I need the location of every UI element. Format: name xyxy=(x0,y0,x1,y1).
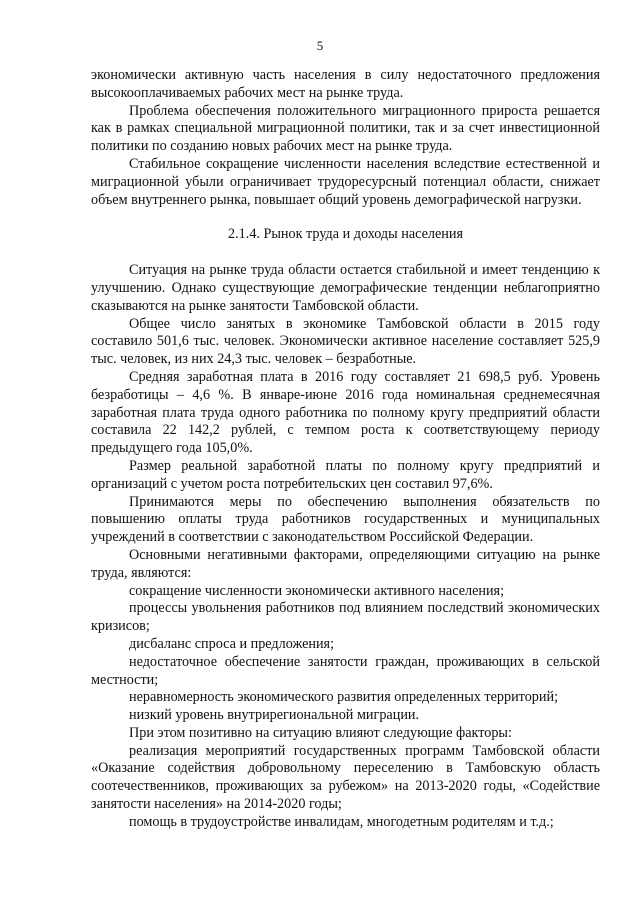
document-body xyxy=(91,67,600,832)
list-item-positive-factor: помощь в трудоустройстве инвалидам, многодетным родителям и т.д.; xyxy=(129,813,554,830)
paragraph-average-wage: Средняя заработная плата в 2016 году составляет 21 698,5 руб. Уровень безработицы – 4,6 %. В январе-июне 2016 года номинальная среднемесячная заработная плата труда одного работника по полному кругу предприятий области составила 22 142,2 рублей, с темпом роста к соответствующему периоду предыдущего года 105,0%. xyxy=(91,368,600,457)
section-heading: 2.1.4. Рынок труда и доходы населения xyxy=(228,226,463,243)
paragraph-migration-policy: Проблема обеспечения положительного миграционного прироста решается как в рамках специальной миграционной политики, так и за счет инвестиционной политики по созданию новых рабочих мест на рынке труда. xyxy=(91,102,600,155)
paragraph-positive-factors-intro: При этом позитивно на ситуацию влияют следующие факторы: xyxy=(129,724,512,741)
paragraph-labor-market-situation: Ситуация на рынке труда области остается стабильной и имеет тенденцию к улучшению. Однако существующие демографические тенденции неблагоприятно сказываются на рынке занятости Тамбовской области. xyxy=(91,262,600,314)
list-item-negative-factor: дисбаланс спроса и предложения; xyxy=(129,635,335,652)
paragraph-real-wage: Размер реальной заработной платы по полному кругу предприятий и организаций с учетом роста потребительских цен составил 97,6%. xyxy=(91,457,600,492)
paragraph-wage-measures: Принимаются меры по обеспечению выполнения обязательств по повышению оплаты труда работников государственных и муниципальных учреждений в соответствии с законодательством Российской Федерации. xyxy=(91,493,600,546)
list-item-negative-factor: сокращение численности экономически активного населения; xyxy=(129,582,505,599)
list-item-negative-factor: процессы увольнения работников под влиянием последствий экономических кризисов; xyxy=(91,600,600,635)
paragraph-continuation: экономически активную часть населения в силу недостаточного предложения высокооплачиваемых рабочих мест на рынке труда. xyxy=(91,67,600,101)
list-item-negative-factor: низкий уровень внутрирегиональной миграции. xyxy=(129,707,420,724)
list-item-positive-factor: реализация мероприятий государственных программ Тамбовской области «Оказание содействия добровольному переселению в Тамбовскую область соотечественников, проживающих за рубежом» на 2013-2020 годы, «Содействие занятости населения» на 2014-2020 годы; xyxy=(91,742,600,813)
paragraph-employment-stats: Общее число занятых в экономике Тамбовской области в 2015 году составило 501,6 тыс. человек. Экономически активное население составляет 525,9 тыс. человек, из них 24,3 тыс. человек – безработные. xyxy=(91,315,600,368)
page-number: 5 xyxy=(316,38,324,53)
list-item-negative-factor: неравномерность экономического развития определенных территорий; xyxy=(129,689,559,706)
paragraph-population-decline: Стабильное сокращение численности населения вследствие естественной и миграционной убыли ограничивает трудоресурсный потенциал области, снижает объем внутреннего рынка, повышает общий уровень демографической нагрузки. xyxy=(91,155,600,208)
paragraph-negative-factors-intro: Основными негативными факторами, определяющими ситуацию на рынке труда, являются: xyxy=(91,546,600,581)
list-item-negative-factor: недостаточное обеспечение занятости граждан, проживающих в сельской местности; xyxy=(91,653,600,688)
